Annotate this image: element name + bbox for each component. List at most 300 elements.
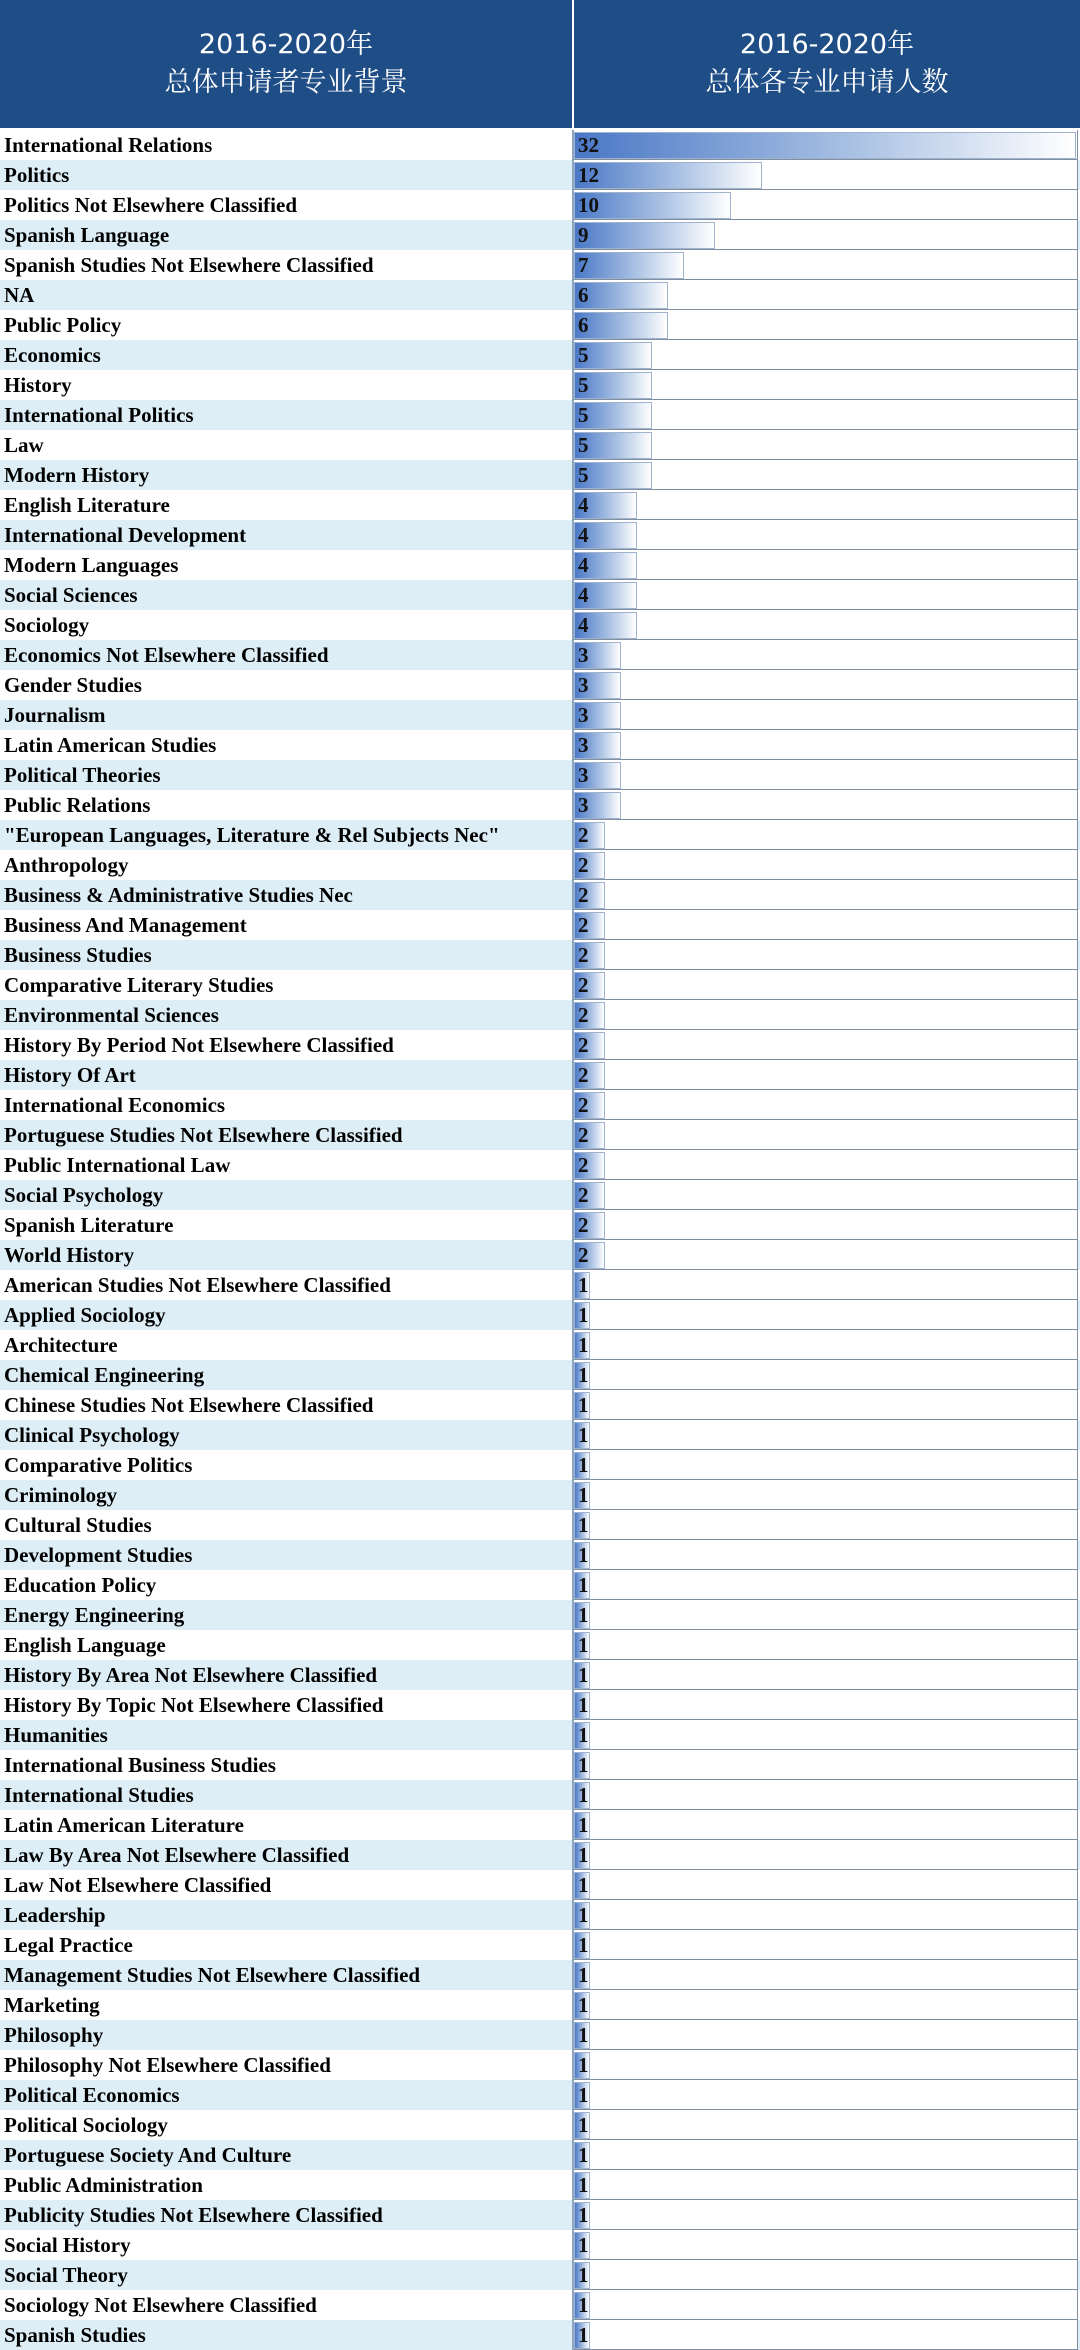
category-label: Management Studies Not Elsewhere Classified <box>0 1960 574 1990</box>
category-label: Education Policy <box>0 1570 574 1600</box>
count-value: 1 <box>578 1963 589 1987</box>
category-label: Social Theory <box>0 2260 574 2290</box>
count-cell <box>574 340 1078 370</box>
table-row <box>0 850 1080 880</box>
table-row <box>0 1060 1080 1090</box>
table-row <box>0 760 1080 790</box>
table-row <box>0 730 1080 760</box>
count-cell <box>574 520 1078 550</box>
count-value: 2 <box>578 1003 589 1027</box>
count-value: 1 <box>578 2143 589 2167</box>
count-value: 1 <box>578 1993 589 2017</box>
count-cell <box>574 1450 1078 1480</box>
category-label: Business And Management <box>0 910 574 940</box>
table-row <box>0 2170 1080 2200</box>
category-label: Clinical Psychology <box>0 1420 574 1450</box>
table-row <box>0 1990 1080 2020</box>
table-row <box>0 1240 1080 1270</box>
count-cell <box>574 250 1078 280</box>
count-value: 3 <box>578 793 589 817</box>
count-cell <box>574 1810 1078 1840</box>
count-cell <box>574 760 1078 790</box>
count-cell <box>574 1840 1078 1870</box>
count-value: 1 <box>578 1453 589 1477</box>
table-row <box>0 1690 1080 1720</box>
count-cell <box>574 310 1078 340</box>
table-row <box>0 1630 1080 1660</box>
count-cell <box>574 1510 1078 1540</box>
table-row <box>0 640 1080 670</box>
category-label: Anthropology <box>0 850 574 880</box>
count-value: 1 <box>578 2263 589 2287</box>
category-label: Economics <box>0 340 574 370</box>
category-label: Spanish Literature <box>0 1210 574 1240</box>
category-label: NA <box>0 280 574 310</box>
table-row <box>0 2260 1080 2290</box>
count-value: 9 <box>578 223 589 247</box>
table-row <box>0 550 1080 580</box>
category-label: Public Administration <box>0 2170 574 2200</box>
category-label: Development Studies <box>0 1540 574 1570</box>
count-cell <box>574 1030 1078 1060</box>
count-cell <box>574 1930 1078 1960</box>
count-cell <box>574 2020 1078 2050</box>
count-cell <box>574 880 1078 910</box>
table-row <box>0 1660 1080 1690</box>
count-value: 6 <box>578 283 589 307</box>
table-row <box>0 130 1080 160</box>
table-row <box>0 1270 1080 1300</box>
count-cell <box>574 1060 1078 1090</box>
count-cell <box>574 1240 1078 1270</box>
count-cell <box>574 1990 1078 2020</box>
count-value: 2 <box>578 1063 589 1087</box>
table-body <box>0 130 1080 2350</box>
category-label: International Relations <box>0 130 574 160</box>
table-row <box>0 1150 1080 1180</box>
table-row <box>0 910 1080 940</box>
count-cell <box>574 1270 1078 1300</box>
count-cell <box>574 160 1078 190</box>
table-row <box>0 820 1080 850</box>
count-value: 4 <box>578 613 589 637</box>
category-label: Public International Law <box>0 1150 574 1180</box>
table-header <box>0 0 1080 128</box>
count-value: 1 <box>578 1393 589 1417</box>
table-row <box>0 430 1080 460</box>
count-cell <box>574 1480 1078 1510</box>
table-row <box>0 1960 1080 1990</box>
category-label: International Development <box>0 520 574 550</box>
count-cell <box>574 190 1078 220</box>
count-value: 5 <box>578 403 589 427</box>
header-category-title: 2016-2020年 总体申请者专业背景 <box>0 0 574 128</box>
table-row <box>0 970 1080 1000</box>
count-cell <box>574 610 1078 640</box>
count-value: 3 <box>578 673 589 697</box>
count-value: 1 <box>578 1873 589 1897</box>
count-cell <box>574 1390 1078 1420</box>
category-label: Law <box>0 430 574 460</box>
count-cell <box>574 910 1078 940</box>
count-value: 1 <box>578 1693 589 1717</box>
count-value: 2 <box>578 1033 589 1057</box>
count-value: 2 <box>578 823 589 847</box>
count-value: 2 <box>578 1243 589 1267</box>
category-label: English Literature <box>0 490 574 520</box>
count-value: 3 <box>578 733 589 757</box>
count-cell <box>574 130 1078 160</box>
count-cell <box>574 1720 1078 1750</box>
count-cell <box>574 2140 1078 2170</box>
count-value: 1 <box>578 1903 589 1927</box>
table-row <box>0 190 1080 220</box>
category-label: Spanish Studies Not Elsewhere Classified <box>0 250 574 280</box>
category-label: Architecture <box>0 1330 574 1360</box>
category-label: Chemical Engineering <box>0 1360 574 1390</box>
count-cell <box>574 2110 1078 2140</box>
table-row <box>0 1540 1080 1570</box>
table-row <box>0 280 1080 310</box>
table-row <box>0 1300 1080 1330</box>
table-row <box>0 2230 1080 2260</box>
category-label: Philosophy Not Elsewhere Classified <box>0 2050 574 2080</box>
category-label: Legal Practice <box>0 1930 574 1960</box>
category-label: International Business Studies <box>0 1750 574 1780</box>
category-label: Business & Administrative Studies Nec <box>0 880 574 910</box>
count-cell <box>574 430 1078 460</box>
category-label: American Studies Not Elsewhere Classified <box>0 1270 574 1300</box>
category-label: English Language <box>0 1630 574 1660</box>
table-row <box>0 670 1080 700</box>
table-row <box>0 310 1080 340</box>
category-label: Politics <box>0 160 574 190</box>
table-row <box>0 220 1080 250</box>
table-row <box>0 2110 1080 2140</box>
count-value: 2 <box>578 1213 589 1237</box>
category-label: Modern History <box>0 460 574 490</box>
category-label: World History <box>0 1240 574 1270</box>
count-cell <box>574 640 1078 670</box>
count-cell <box>574 280 1078 310</box>
count-cell <box>574 1570 1078 1600</box>
count-value: 2 <box>578 1153 589 1177</box>
count-value: 3 <box>578 763 589 787</box>
count-value: 1 <box>578 2023 589 2047</box>
count-bar <box>574 252 684 279</box>
table-row <box>0 790 1080 820</box>
table-row <box>0 1090 1080 1120</box>
count-value: 1 <box>578 1663 589 1687</box>
count-bar <box>574 162 762 189</box>
category-label: Political Sociology <box>0 2110 574 2140</box>
table-row <box>0 1210 1080 1240</box>
count-cell <box>574 1960 1078 1990</box>
count-cell <box>574 1870 1078 1900</box>
count-cell <box>574 2320 1078 2350</box>
category-label: Gender Studies <box>0 670 574 700</box>
category-label: History <box>0 370 574 400</box>
count-cell <box>574 580 1078 610</box>
count-value: 4 <box>578 523 589 547</box>
category-label: Law By Area Not Elsewhere Classified <box>0 1840 574 1870</box>
count-cell <box>574 700 1078 730</box>
count-cell <box>574 2290 1078 2320</box>
count-value: 1 <box>578 1753 589 1777</box>
count-value: 1 <box>578 1633 589 1657</box>
category-label: Philosophy <box>0 2020 574 2050</box>
category-label: Leadership <box>0 1900 574 1930</box>
count-value: 1 <box>578 2323 589 2347</box>
count-cell <box>574 1900 1078 1930</box>
category-label: Comparative Literary Studies <box>0 970 574 1000</box>
category-label: Spanish Language <box>0 220 574 250</box>
table-row <box>0 1870 1080 1900</box>
count-value: 2 <box>578 853 589 877</box>
table-row <box>0 1420 1080 1450</box>
count-value: 1 <box>578 2113 589 2137</box>
category-label: Latin American Studies <box>0 730 574 760</box>
count-value: 1 <box>578 1333 589 1357</box>
category-label: Publicity Studies Not Elsewhere Classified <box>0 2200 574 2230</box>
count-value: 1 <box>578 1933 589 1957</box>
count-value: 5 <box>578 343 589 367</box>
table-row <box>0 400 1080 430</box>
category-label: International Politics <box>0 400 574 430</box>
count-cell <box>574 2200 1078 2230</box>
table-row <box>0 580 1080 610</box>
count-value: 2 <box>578 1183 589 1207</box>
category-label: Public Relations <box>0 790 574 820</box>
category-label: Portuguese Studies Not Elsewhere Classified <box>0 1120 574 1150</box>
count-cell <box>574 1540 1078 1570</box>
count-cell <box>574 2260 1078 2290</box>
count-cell <box>574 670 1078 700</box>
category-label: Economics Not Elsewhere Classified <box>0 640 574 670</box>
count-cell <box>574 2080 1078 2110</box>
count-value: 3 <box>578 703 589 727</box>
category-label: History By Topic Not Elsewhere Classified <box>0 1690 574 1720</box>
count-value: 2 <box>578 883 589 907</box>
count-cell <box>574 220 1078 250</box>
count-value: 1 <box>578 2293 589 2317</box>
table-row <box>0 2290 1080 2320</box>
count-value: 1 <box>578 1423 589 1447</box>
category-label: Law Not Elsewhere Classified <box>0 1870 574 1900</box>
category-label: Cultural Studies <box>0 1510 574 1540</box>
table-row <box>0 1330 1080 1360</box>
count-value: 2 <box>578 943 589 967</box>
count-value: 1 <box>578 1543 589 1567</box>
table-row <box>0 1930 1080 1960</box>
category-label: Modern Languages <box>0 550 574 580</box>
count-value: 1 <box>578 1813 589 1837</box>
category-label: Political Economics <box>0 2080 574 2110</box>
count-cell <box>574 1330 1078 1360</box>
table-row <box>0 2320 1080 2350</box>
count-value: 4 <box>578 493 589 517</box>
table-row <box>0 1390 1080 1420</box>
table-row <box>0 1180 1080 1210</box>
table-row <box>0 2200 1080 2230</box>
table-row <box>0 1900 1080 1930</box>
header-count-title: 2016-2020年 总体各专业申请人数 <box>705 29 949 98</box>
category-label: Political Theories <box>0 760 574 790</box>
table-row <box>0 2140 1080 2170</box>
table-row <box>0 160 1080 190</box>
count-value: 12 <box>578 163 599 187</box>
count-cell <box>574 1210 1078 1240</box>
count-value: 2 <box>578 913 589 937</box>
count-cell <box>574 970 1078 1000</box>
category-label: Social History <box>0 2230 574 2260</box>
table-row <box>0 2020 1080 2050</box>
count-value: 1 <box>578 2053 589 2077</box>
count-cell <box>574 2230 1078 2260</box>
count-value: 1 <box>578 1603 589 1627</box>
table-row <box>0 1450 1080 1480</box>
count-value: 2 <box>578 1093 589 1117</box>
count-value: 1 <box>578 1573 589 1597</box>
table-row <box>0 700 1080 730</box>
table-row <box>0 370 1080 400</box>
count-value: 1 <box>578 1303 589 1327</box>
count-value: 1 <box>578 1273 589 1297</box>
category-label: Applied Sociology <box>0 1300 574 1330</box>
category-label: Social Psychology <box>0 1180 574 1210</box>
count-cell <box>574 790 1078 820</box>
category-label: Sociology Not Elsewhere Classified <box>0 2290 574 2320</box>
table-row <box>0 1120 1080 1150</box>
category-label: Energy Engineering <box>0 1600 574 1630</box>
count-cell <box>574 550 1078 580</box>
count-value: 2 <box>578 1123 589 1147</box>
count-value: 1 <box>578 1513 589 1537</box>
table-row <box>0 1750 1080 1780</box>
count-cell <box>574 820 1078 850</box>
count-cell <box>574 1750 1078 1780</box>
count-value: 1 <box>578 1783 589 1807</box>
table-row <box>0 2050 1080 2080</box>
category-label: Criminology <box>0 1480 574 1510</box>
count-cell <box>574 1000 1078 1030</box>
table-row <box>0 1720 1080 1750</box>
count-cell <box>574 1150 1078 1180</box>
count-value: 32 <box>578 133 599 157</box>
count-cell <box>574 1180 1078 1210</box>
count-value: 1 <box>578 1723 589 1747</box>
category-label: Environmental Sciences <box>0 1000 574 1030</box>
count-cell <box>574 2170 1078 2200</box>
category-label: Public Policy <box>0 310 574 340</box>
count-value: 1 <box>578 1483 589 1507</box>
category-label: Social Sciences <box>0 580 574 610</box>
category-label: History By Period Not Elsewhere Classified <box>0 1030 574 1060</box>
category-label: Comparative Politics <box>0 1450 574 1480</box>
category-label: Portuguese Society And Culture <box>0 2140 574 2170</box>
count-cell <box>574 1120 1078 1150</box>
table-row <box>0 1780 1080 1810</box>
count-value: 3 <box>578 643 589 667</box>
category-label: "European Languages, Literature & Rel Subjects Nec" <box>0 820 574 850</box>
count-value: 4 <box>578 553 589 577</box>
category-label: Spanish Studies <box>0 2320 574 2350</box>
table-row <box>0 460 1080 490</box>
count-cell <box>574 1690 1078 1720</box>
count-value: 1 <box>578 1363 589 1387</box>
count-cell <box>574 1630 1078 1660</box>
category-label: History Of Art <box>0 1060 574 1090</box>
table-row <box>0 1810 1080 1840</box>
count-cell <box>574 400 1078 430</box>
count-bar <box>574 132 1076 159</box>
table-row <box>0 490 1080 520</box>
table-row <box>0 610 1080 640</box>
count-cell <box>574 850 1078 880</box>
count-value: 5 <box>578 433 589 457</box>
count-cell <box>574 940 1078 970</box>
table-row <box>0 1030 1080 1060</box>
category-label: Latin American Literature <box>0 1810 574 1840</box>
table-row <box>0 1480 1080 1510</box>
category-label: Journalism <box>0 700 574 730</box>
count-value: 1 <box>578 1843 589 1867</box>
count-value: 5 <box>578 373 589 397</box>
table-row <box>0 2080 1080 2110</box>
table-row <box>0 1570 1080 1600</box>
category-label: Business Studies <box>0 940 574 970</box>
count-cell <box>574 1660 1078 1690</box>
table-row <box>0 520 1080 550</box>
table-row <box>0 1360 1080 1390</box>
count-value: 7 <box>578 253 589 277</box>
count-cell <box>574 370 1078 400</box>
count-cell <box>574 1600 1078 1630</box>
category-label: Marketing <box>0 1990 574 2020</box>
table-row <box>0 250 1080 280</box>
count-value: 1 <box>578 2203 589 2227</box>
table-row <box>0 940 1080 970</box>
table-row <box>0 1840 1080 1870</box>
table-row <box>0 1510 1080 1540</box>
count-cell <box>574 490 1078 520</box>
category-label: International Studies <box>0 1780 574 1810</box>
count-value: 1 <box>578 2083 589 2107</box>
count-cell <box>574 1360 1078 1390</box>
count-value: 10 <box>578 193 599 217</box>
count-bar <box>574 222 715 249</box>
count-value: 6 <box>578 313 589 337</box>
count-cell <box>574 730 1078 760</box>
category-label: Politics Not Elsewhere Classified <box>0 190 574 220</box>
count-cell <box>574 1780 1078 1810</box>
count-value: 2 <box>578 973 589 997</box>
count-cell <box>574 1420 1078 1450</box>
count-cell <box>574 1090 1078 1120</box>
count-cell <box>574 1300 1078 1330</box>
count-cell <box>574 460 1078 490</box>
category-label: Chinese Studies Not Elsewhere Classified <box>0 1390 574 1420</box>
category-label: Sociology <box>0 610 574 640</box>
category-label: History By Area Not Elsewhere Classified <box>0 1660 574 1690</box>
count-value: 1 <box>578 2173 589 2197</box>
table-row <box>0 880 1080 910</box>
category-label: Humanities <box>0 1720 574 1750</box>
count-value: 5 <box>578 463 589 487</box>
table-row <box>0 340 1080 370</box>
count-value: 4 <box>578 583 589 607</box>
category-label: International Economics <box>0 1090 574 1120</box>
